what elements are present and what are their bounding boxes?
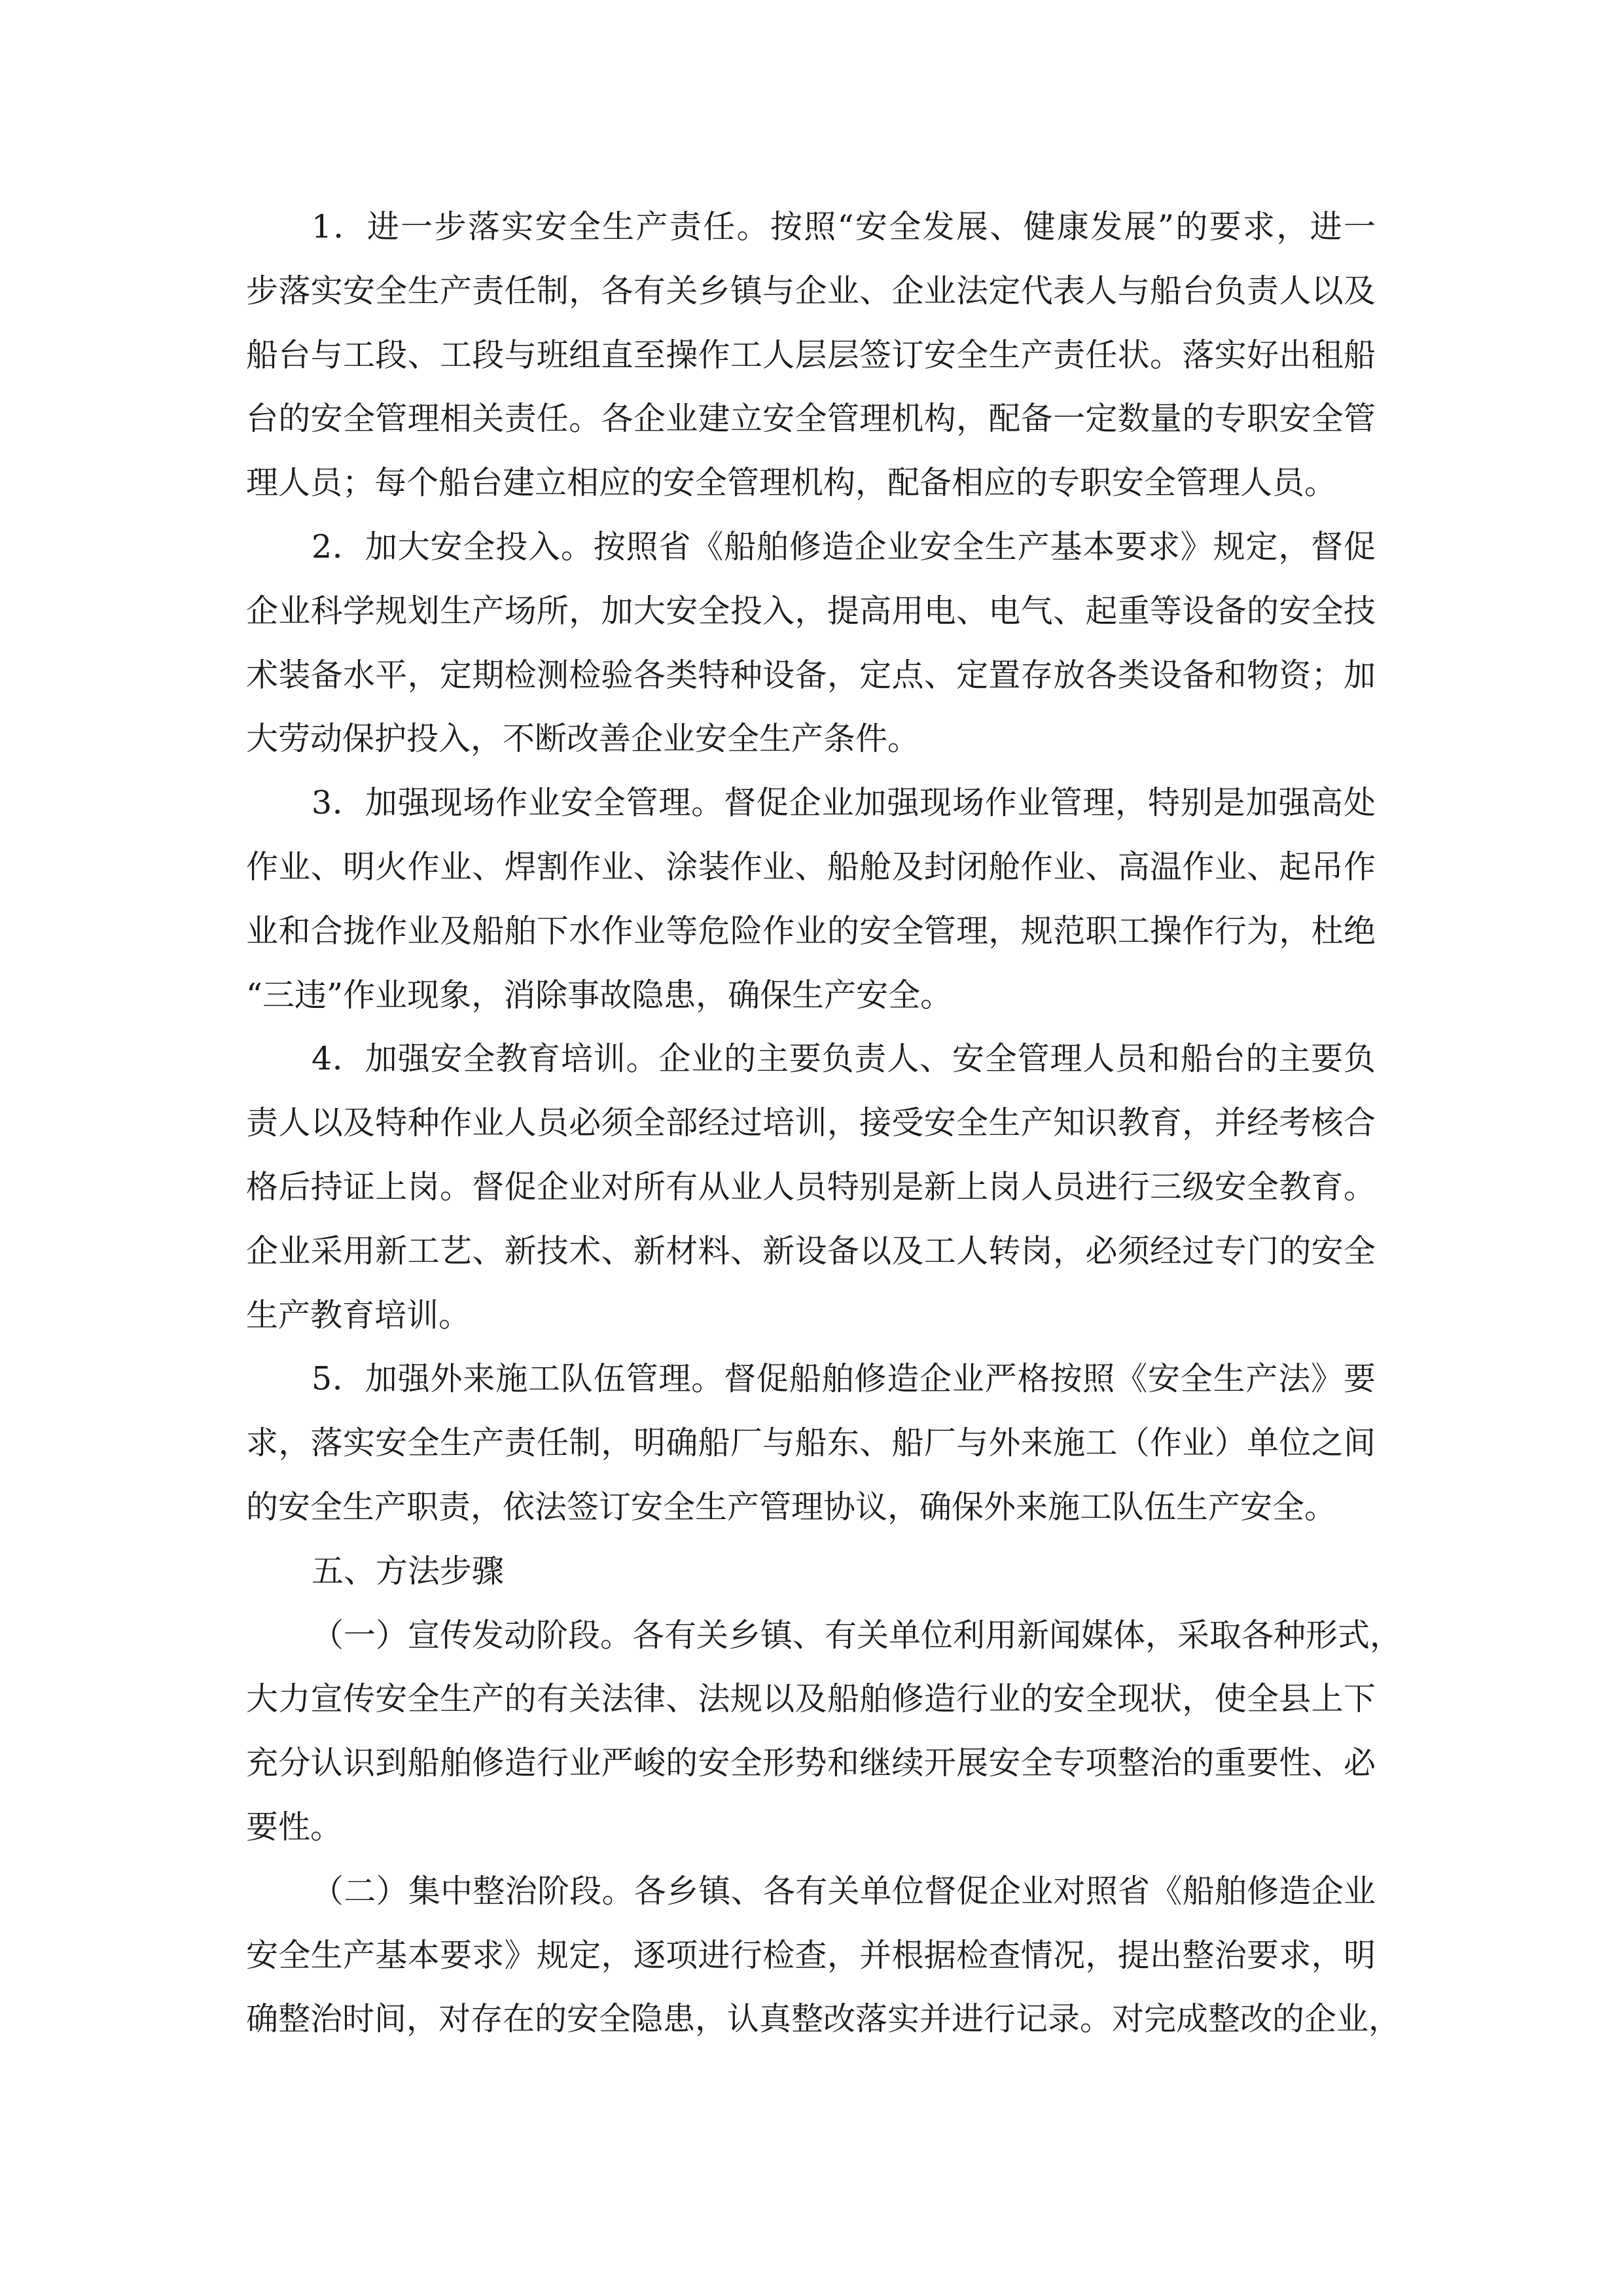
text-line: （一）宣传发动阶段。各有关乡镇、有关单位利用新闻媒体，采取各种形式， — [312, 1616, 1402, 1654]
paragraph — [246, 515, 1376, 771]
text-line: “三违”作业现象，消除事故隐患，确保生产安全。 — [246, 976, 953, 1014]
text-line: 理人员；每个船台建立相应的安全管理机构，配备相应的专职安全管理人员。 — [246, 464, 1337, 502]
text-line: 充分认识到船舶修造行业严峻的安全形势和继续开展安全专项整治的重要性、必 — [246, 1744, 1376, 1782]
text-line: 责人以及特种作业人员必须全部经过培训，接受安全生产知识教育，并经考核合 — [246, 1104, 1376, 1142]
paragraph — [246, 1539, 1376, 1604]
text-line: 企业科学规划生产场所，加大安全投入，提高用电、电气、起重等设备的安全技 — [246, 592, 1376, 630]
text-line: 安全生产基本要求》规定，逐项进行检查，并根据检查情况，提出整治要求，明 — [246, 1936, 1376, 1974]
text-line: 五、方法步骤 — [312, 1552, 505, 1590]
paragraph — [246, 1347, 1376, 1539]
paragraph — [246, 195, 1376, 515]
document-body — [246, 195, 1402, 2051]
paragraph — [246, 1604, 1402, 1859]
text-line: 船台与工段、工段与班组直至操作工人层层签订安全生产责任状。落实好出租船 — [246, 336, 1376, 374]
text-line: 求，落实安全生产责任制，明确船厂与船东、船厂与外来施工（作业）单位之间 — [246, 1424, 1376, 1462]
text-line: 生产教育培训。 — [246, 1296, 471, 1334]
text-line: 1．进一步落实安全生产责任。按照“安全发展、健康发展”的要求，进一 — [312, 208, 1376, 245]
text-line: 业和合拢作业及船舶下水作业等危险作业的安全管理，规范职工操作行为，杜绝 — [246, 912, 1376, 950]
text-line: 步落实安全生产责任制，各有关乡镇与企业、企业法定代表人与船台负责人以及 — [246, 272, 1376, 310]
paragraph — [246, 1859, 1401, 2051]
text-line: 的安全生产职责，依法签订安全生产管理协议，确保外来施工队伍生产安全。 — [246, 1488, 1337, 1526]
text-line: 2．加大安全投入。按照省《船舶修造企业安全生产基本要求》规定，督促 — [312, 528, 1376, 565]
text-line: 大劳动保护投入，不断改善企业安全生产条件。 — [246, 720, 920, 758]
text-line: 要性。 — [246, 1808, 343, 1846]
text-line: 台的安全管理相关责任。各企业建立安全管理机构，配备一定数量的专职安全管 — [246, 400, 1376, 438]
text-line: 确整治时间，对存在的安全隐患，认真整改落实并进行记录。对完成整改的企业， — [246, 2000, 1401, 2038]
paragraph — [246, 771, 1376, 1027]
text-line: 企业采用新工艺、新技术、新材料、新设备以及工人转岗，必须经过专门的安全 — [246, 1232, 1376, 1270]
paragraph — [246, 1027, 1376, 1347]
text-line: 作业、明火作业、焊割作业、涂装作业、船舱及封闭舱作业、高温作业、起吊作 — [246, 848, 1376, 886]
text-line: 格后持证上岗。督促企业对所有从业人员特别是新上岗人员进行三级安全教育。 — [246, 1168, 1376, 1206]
text-line: 术装备水平，定期检测检验各类特种设备，定点、定置存放各类设备和物资；加 — [246, 656, 1376, 694]
text-line: 4．加强安全教育培训。企业的主要负责人、安全管理人员和船台的主要负 — [312, 1040, 1376, 1078]
text-line: （二）集中整治阶段。各乡镇、各有关单位督促企业对照省《船舶修造企业 — [312, 1872, 1376, 1910]
text-line: 3．加强现场作业安全管理。督促企业加强现场作业管理，特别是加强高处 — [312, 784, 1376, 822]
text-line: 5．加强外来施工队伍管理。督促船舶修造企业严格按照《安全生产法》要 — [312, 1360, 1376, 1398]
text-line: 大力宣传安全生产的有关法律、法规以及船舶修造行业的安全现状，使全县上下 — [246, 1680, 1376, 1718]
